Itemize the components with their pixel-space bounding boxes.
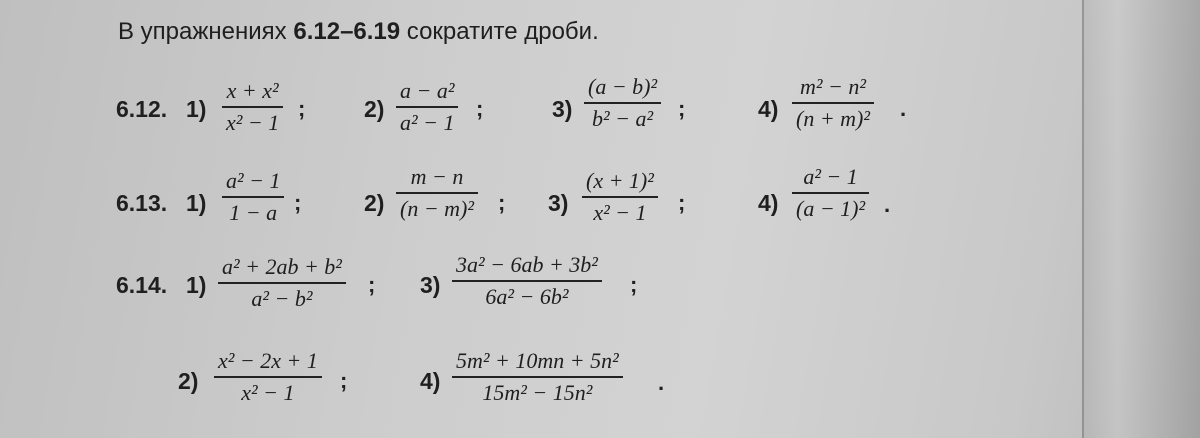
fraction-denominator: x² − 1 [226,109,280,135]
fraction-bar [452,376,623,378]
fraction [396,164,478,222]
item-number: 2) [178,368,199,394]
fraction [452,348,623,406]
fraction-denominator: x² − 1 [241,379,295,405]
fraction [584,74,661,132]
fraction-numerator: a² + 2ab + b² [222,254,342,279]
fraction-denominator: (a − 1)² [796,195,866,221]
punctuation: ; [476,96,484,121]
fraction-numerator: m − n [410,164,464,189]
punctuation: ; [294,190,302,215]
instruction-heading [118,18,599,46]
fraction-denominator: a² − 1 [400,109,455,135]
fraction-denominator: 1 − a [229,199,278,225]
fraction-numerator: 3a² − 6ab + 3b² [456,252,598,277]
punctuation: ; [630,272,638,297]
fraction-denominator: 6a² − 6b² [485,283,569,309]
fraction-bar [582,196,658,198]
fraction-denominator: (n + m)² [796,105,870,131]
fraction-numerator: (x + 1)² [586,168,654,193]
fraction-denominator: a² − b² [251,285,313,311]
punctuation: ; [678,190,686,215]
fraction-bar [222,106,283,108]
fraction [222,78,283,136]
item-number: 1) [186,190,207,216]
fraction-denominator: b² − a² [592,105,654,131]
page-edge-line [1082,0,1084,438]
punctuation: . [658,370,665,395]
fraction-denominator: x² − 1 [593,199,647,225]
item-number: 2) [364,190,385,216]
fraction [218,254,346,312]
item-number: 1) [186,96,207,122]
item-number: 4) [758,190,779,216]
fraction [222,168,284,226]
instruction-suffix: сократите дроби. [400,18,599,45]
exercise-label-6-14: 6.14. [116,272,168,298]
instruction-range: 6.12–6.19 [293,18,401,45]
fraction [792,74,874,132]
fraction-bar [396,192,478,194]
item-number: 2) [364,96,385,122]
fraction-bar [222,196,284,198]
item-number: 1) [186,272,207,298]
fraction-numerator: 5m² + 10mn + 5n² [456,348,619,373]
punctuation: ; [298,96,306,121]
item-number: 3) [420,272,441,298]
punctuation: . [900,96,907,121]
punctuation: ; [498,190,506,215]
fraction-denominator: (n − m)² [400,195,474,221]
fraction-numerator: a − a² [400,78,455,103]
book-spine-shadow [1082,0,1200,438]
fraction-bar [452,280,602,282]
punctuation: . [884,192,891,217]
fraction-bar [218,282,346,284]
fraction-numerator: x² − 2x + 1 [218,348,318,373]
fraction-bar [792,192,869,194]
fraction-numerator: x + x² [226,78,279,103]
exercise-label-6-12: 6.12. [116,96,168,122]
fraction [452,252,602,310]
punctuation: ; [368,272,376,297]
fraction-numerator: a² − 1 [226,168,281,193]
fraction-denominator: 15m² − 15n² [482,379,593,405]
instruction-prefix: В упражнениях [118,18,294,45]
item-number: 3) [548,190,569,216]
fraction-bar [792,102,874,104]
fraction [396,78,458,136]
fraction [582,168,658,226]
item-number: 3) [552,96,573,122]
fraction [214,348,322,406]
fraction [792,164,869,222]
exercise-label-6-13: 6.13. [116,190,168,216]
fraction-bar [584,102,661,104]
fraction-numerator: (a − b)² [588,74,658,99]
punctuation: ; [678,96,686,121]
fraction-numerator: a² − 1 [803,164,858,189]
fraction-bar [396,106,458,108]
punctuation: ; [340,368,348,393]
item-number: 4) [420,368,441,394]
fraction-numerator: m² − n² [800,74,866,99]
fraction-bar [214,376,322,378]
item-number: 4) [758,96,779,122]
